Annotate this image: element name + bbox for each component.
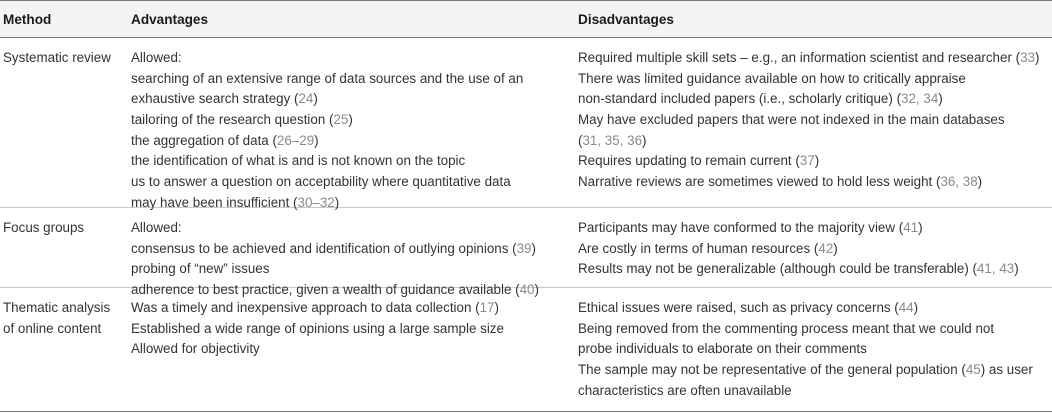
line-tail: ) xyxy=(494,300,499,315)
disadvantages-cell xyxy=(578,298,1050,401)
advantages-cell xyxy=(131,298,571,360)
line-tail: ) as user xyxy=(980,362,1033,378)
cell-line xyxy=(578,381,1050,402)
line-tail: ) xyxy=(977,174,983,190)
line-text: characteristics are often unavailable xyxy=(578,382,792,398)
cell-line xyxy=(131,69,571,90)
reference-link[interactable]: 41, 43 xyxy=(976,261,1015,277)
line-tail: ) xyxy=(348,112,353,128)
line-text: the aggregation of data ( xyxy=(131,132,277,148)
line-tail: ) xyxy=(1014,261,1019,277)
line-text: The sample may not be representative of the general population ( xyxy=(578,362,966,378)
method-line: of online content xyxy=(3,320,102,336)
line-tail: ) xyxy=(334,194,340,210)
line-text: non-standard included papers (i.e., scholarly critique) ( xyxy=(578,91,902,107)
line-tail: ) xyxy=(833,240,838,256)
cell-line xyxy=(131,131,571,152)
method-cell: Focus groups xyxy=(3,220,85,235)
line-text: Results may not be generalizable (although could be transferable) ( xyxy=(578,261,977,277)
line-text: tailoring of the research question ( xyxy=(131,112,334,128)
reference-link[interactable]: 30–32 xyxy=(297,194,335,210)
line-text: There was limited guidance available on how to critically appraise xyxy=(578,70,966,86)
line-text: May have excluded papers that were not indexed in the main databases xyxy=(578,112,1005,128)
cell-line xyxy=(131,339,571,360)
header-advantages: Advantages xyxy=(131,12,209,27)
cell-line xyxy=(131,239,571,260)
line-text: Was a timely and inexpensive approach to data collection ( xyxy=(131,300,480,315)
header-method: Method xyxy=(3,12,52,27)
cell-line xyxy=(578,89,1050,110)
cell-line xyxy=(131,319,571,340)
cell-line xyxy=(578,319,1050,340)
cell-line xyxy=(131,298,571,319)
table-row xyxy=(0,288,1052,412)
line-tail: ) xyxy=(642,132,647,148)
method-line: Thematic analysis xyxy=(3,300,111,315)
line-text: Established a wide range of opinions using a large sample size xyxy=(131,320,504,336)
line-tail: ) xyxy=(913,300,919,315)
cell-line xyxy=(578,360,1050,381)
advantages-cell xyxy=(131,48,571,214)
cell-line xyxy=(131,48,571,69)
line-text: searching of an extensive range of data sources and the use of an xyxy=(131,70,524,86)
reference-link[interactable]: 36, 38 xyxy=(940,174,978,190)
table-row xyxy=(0,208,1052,298)
line-tail: ) xyxy=(313,91,318,107)
cell-line xyxy=(578,151,1050,172)
disadvantages-cell xyxy=(578,218,1050,280)
cell-line xyxy=(578,48,1050,69)
line-tail: ) xyxy=(918,220,923,235)
reference-link[interactable]: 31, 35, 36 xyxy=(582,132,643,148)
line-text: adherence to best practice, given a wealth of guidance available ( xyxy=(131,282,520,298)
cell-line xyxy=(578,259,1050,280)
line-text: Allowed: xyxy=(131,220,182,235)
cell-line xyxy=(131,218,571,239)
line-tail: ) xyxy=(534,282,539,298)
reference-link[interactable]: 42 xyxy=(818,240,834,256)
reference-link[interactable]: 26–29 xyxy=(276,132,315,148)
line-text: Allowed for objectivity xyxy=(131,341,260,357)
reference-link[interactable]: 41 xyxy=(903,220,919,235)
line-text: the identification of what is and is not known on the topic xyxy=(131,153,466,169)
reference-link[interactable]: 45 xyxy=(965,362,981,378)
line-text: probing of “new” issues xyxy=(131,261,270,277)
reference-link[interactable]: 17 xyxy=(479,300,495,315)
cell-line xyxy=(131,110,571,131)
cell-line xyxy=(578,172,1050,193)
line-tail: ) xyxy=(531,240,536,256)
reference-link[interactable]: 33 xyxy=(1020,50,1036,65)
line-text: Ethical issues were raised, such as privacy concerns ( xyxy=(578,300,899,315)
cell-line xyxy=(131,151,571,172)
table-header xyxy=(0,0,1052,38)
header-disadvantages: Disadvantages xyxy=(578,12,674,27)
cell-line xyxy=(578,298,1050,319)
cell-line xyxy=(578,239,1050,260)
table-row xyxy=(0,38,1052,208)
disadvantages-cell xyxy=(578,48,1050,193)
line-text: Allowed: xyxy=(131,50,182,65)
cell-line xyxy=(578,339,1050,360)
line-text: Being removed from the commenting process meant that we could not xyxy=(578,320,995,336)
cell-line xyxy=(578,69,1050,90)
line-text: Requires updating to remain current ( xyxy=(578,153,800,169)
line-text: Participants may have conformed to the majority view ( xyxy=(578,220,904,235)
line-text: Required multiple skill sets – e.g., an information scientist and researcher ( xyxy=(578,50,1021,65)
line-text: exhaustive search strategy ( xyxy=(131,91,299,107)
cell-line xyxy=(578,131,1050,152)
reference-link[interactable]: 25 xyxy=(333,112,349,128)
line-text: ( xyxy=(578,132,583,148)
cell-line xyxy=(578,110,1050,131)
cell-line xyxy=(131,172,571,193)
cell-line xyxy=(578,218,1050,239)
reference-link[interactable]: 44 xyxy=(898,300,914,315)
method-cell xyxy=(3,298,123,339)
line-text: Narrative reviews are sometimes viewed to hold less weight ( xyxy=(578,174,941,190)
line-tail: ) xyxy=(1035,50,1040,65)
line-text: consensus to be achieved and identification of outlying opinions ( xyxy=(131,240,517,256)
line-text: probe individuals to elaborate on their comments xyxy=(578,341,867,357)
reference-link[interactable]: 40 xyxy=(519,282,535,298)
reference-link[interactable]: 39 xyxy=(516,240,532,256)
line-text: us to answer a question on acceptability where quantitative data xyxy=(131,174,511,190)
reference-link[interactable]: 32, 34 xyxy=(901,91,939,107)
method-cell: Systematic review xyxy=(3,50,111,65)
line-text: Are costly in terms of human resources ( xyxy=(578,240,819,256)
cell-line xyxy=(131,89,571,110)
line-text: may have been insufficient ( xyxy=(131,194,298,210)
reference-link[interactable]: 24 xyxy=(298,91,314,107)
line-tail: ) xyxy=(314,132,319,148)
line-tail: ) xyxy=(938,91,943,107)
line-tail: ) xyxy=(814,153,820,169)
cell-line xyxy=(131,259,571,280)
reference-link[interactable]: 37 xyxy=(799,153,815,169)
